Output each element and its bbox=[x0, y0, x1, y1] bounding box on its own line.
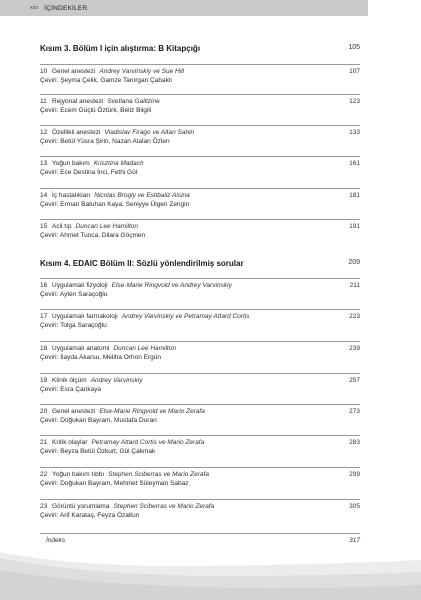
page-number: xxx bbox=[30, 5, 39, 11]
chapter-page: 257 bbox=[349, 377, 360, 384]
chapter-page: 161 bbox=[349, 160, 360, 167]
chapter-translators: Çeviri: Betül Yüsra Şirin, Nazan Atalan Özlen bbox=[40, 137, 170, 145]
toc-entry bbox=[40, 467, 360, 487]
chapter-title: Görüntü yorumlama bbox=[52, 503, 110, 510]
chapter-number: 23 bbox=[40, 503, 48, 510]
section-page: 105 bbox=[348, 44, 360, 51]
chapter-page: 123 bbox=[349, 98, 360, 105]
chapter-translators: Çeviri: Şeyma Çelik, Gamze Tanırgan Çabaklı bbox=[40, 76, 173, 84]
chapter-translators: Çeviri: Tolga Saraçoğlu bbox=[40, 321, 107, 329]
chapter-number: 13 bbox=[40, 160, 48, 167]
chapter-translators: Çeviri: Erman Batuhan Kaya, Seniyye Ülgen Zengin bbox=[40, 200, 190, 208]
chapter-authors: Andrey Varvinskiy ve Petramay Attard Cortis bbox=[121, 313, 250, 320]
toc-entry bbox=[40, 188, 360, 208]
chapter-page: 181 bbox=[349, 192, 360, 199]
chapter-number: 20 bbox=[40, 408, 48, 415]
chapter-page: 239 bbox=[349, 345, 360, 352]
chapter-authors: Duncan Lee Hamilton bbox=[75, 223, 139, 230]
section-title: Kısım 3. Bölüm I için alıştırma: B Kitapçığı bbox=[40, 44, 201, 53]
toc-entry bbox=[40, 64, 360, 84]
decorative-wave bbox=[0, 530, 421, 600]
chapter-number: 16 bbox=[40, 282, 48, 289]
index-page: 317 bbox=[349, 537, 360, 544]
toc-entry bbox=[40, 435, 360, 455]
chapter-page: 211 bbox=[349, 282, 360, 289]
toc-entry bbox=[40, 499, 360, 519]
chapter-number: 11 bbox=[40, 98, 47, 105]
toc-entry bbox=[40, 404, 360, 424]
toc-entry bbox=[40, 309, 360, 329]
chapter-number: 15 bbox=[40, 223, 48, 230]
chapter-page: 305 bbox=[349, 503, 360, 510]
chapter-number: 19 bbox=[40, 377, 48, 384]
chapter-number: 14 bbox=[40, 192, 48, 199]
chapter-title: Uygulamalı farmakoloji bbox=[52, 313, 118, 320]
toc-entry bbox=[40, 125, 360, 145]
chapter-title: Genel anestezi bbox=[52, 68, 96, 75]
chapter-authors: Nicolas Brogly ve Estibaliz Alsina bbox=[94, 192, 190, 199]
toc-entry bbox=[40, 156, 360, 176]
section-heading bbox=[40, 44, 360, 53]
toc-entry bbox=[40, 373, 360, 393]
chapter-title: Uygulamalı anatomi bbox=[52, 345, 110, 352]
chapter-translators: Çeviri: Beyza Betül Özkurt, Gül Çakmak bbox=[40, 447, 156, 455]
chapter-number: 17 bbox=[40, 313, 48, 320]
chapter-title: Uygulamalı fizyoloji bbox=[52, 282, 108, 289]
chapter-title: Yoğun bakım bbox=[52, 160, 90, 167]
chapter-number: 22 bbox=[40, 471, 48, 478]
chapter-authors: Andrey Varvinskiy bbox=[90, 377, 143, 384]
chapter-authors: Petramay Attard Cortis ve Mario Zerafa bbox=[91, 439, 205, 446]
chapter-title: Yoğun bakım tıbbı bbox=[52, 471, 105, 478]
chapter-authors: Svetlana Galitzine bbox=[107, 98, 160, 105]
chapter-title: Özellikli anestezi bbox=[52, 129, 101, 136]
chapter-page: 273 bbox=[349, 408, 360, 415]
chapter-authors: Stephen Sciberras ve Mario Zerafa bbox=[113, 503, 215, 510]
chapter-authors: Stephen Sciberras ve Mario Zerafa bbox=[108, 471, 209, 478]
chapter-title: Genel anestezi bbox=[52, 408, 96, 415]
chapter-authors: Else-Marie Ringvold ve Andrey Varvinskiy bbox=[111, 282, 232, 289]
chapter-authors: Duncan Lee Hamilton bbox=[113, 345, 176, 352]
chapter-number: 10 bbox=[40, 68, 48, 75]
chapter-title: Klinik ölçüm bbox=[52, 377, 87, 384]
chapter-translators: Çeviri: Ahmet Tunca, Dilara Göçmen bbox=[40, 231, 146, 239]
chapter-title: Acil tıp bbox=[52, 223, 72, 230]
chapter-number: 18 bbox=[40, 345, 48, 352]
chapter-translators: Çeviri: Doğukan Bayram, Mehmet Süleyman Sabaz bbox=[40, 479, 189, 487]
index-label: İndeks bbox=[46, 537, 66, 544]
chapter-authors: Andrey Varvinskiy ve Sue Hill bbox=[99, 68, 185, 75]
chapter-translators: Çeviri: İlayda Akarsu, Meliha Orhon Ergün bbox=[40, 353, 162, 361]
section-title: Kısım 4. EDAIC Bölüm II: Sözlü yönlendirilmiş sorular bbox=[40, 259, 244, 268]
page-header-bar bbox=[0, 0, 368, 16]
chapter-translators: Çeviri: Arif Karataş, Feyza Özaltun bbox=[40, 511, 140, 519]
chapter-page: 283 bbox=[349, 439, 360, 446]
chapter-authors: Vladislav Firago ve Altan Sahin bbox=[104, 129, 195, 136]
chapter-page: 299 bbox=[349, 471, 360, 478]
chapter-page: 107 bbox=[349, 68, 360, 75]
toc-entry bbox=[40, 278, 360, 298]
section-page: 209 bbox=[348, 259, 360, 266]
toc-entry bbox=[40, 94, 360, 114]
chapter-authors: Else-Marie Ringvold ve Mario Zerafa bbox=[99, 408, 205, 415]
chapter-translators: Çeviri: Ece Destina İnci, Fethi Gül bbox=[40, 168, 138, 176]
chapter-translators: Çeviri: Ayten Saraçoğlu bbox=[40, 290, 108, 298]
header-title: İÇİNDEKİLER bbox=[44, 4, 88, 12]
chapter-translators: Çeviri: Doğukan Bayram, Mustafa Duran bbox=[40, 416, 157, 424]
chapter-page: 223 bbox=[349, 313, 360, 320]
chapter-page: 133 bbox=[349, 129, 360, 136]
chapter-title: Kritik olaylar bbox=[52, 439, 88, 446]
chapter-page: 191 bbox=[349, 223, 360, 230]
chapter-title: İç hastalıkları bbox=[52, 192, 91, 199]
toc-entry bbox=[40, 341, 360, 361]
toc-entry bbox=[40, 219, 360, 239]
chapter-translators: Çeviri: Esra Çankaya bbox=[40, 385, 102, 393]
chapter-translators: Çeviri: Ecem Güçlü Öztürk, Beliz Bilgili bbox=[40, 106, 152, 114]
chapter-number: 12 bbox=[40, 129, 48, 136]
chapter-title: Rejyonal anestezi bbox=[52, 98, 104, 105]
section-heading bbox=[40, 259, 360, 268]
chapter-authors: Krisztina Madach bbox=[93, 160, 144, 167]
chapter-number: 21 bbox=[40, 439, 48, 446]
